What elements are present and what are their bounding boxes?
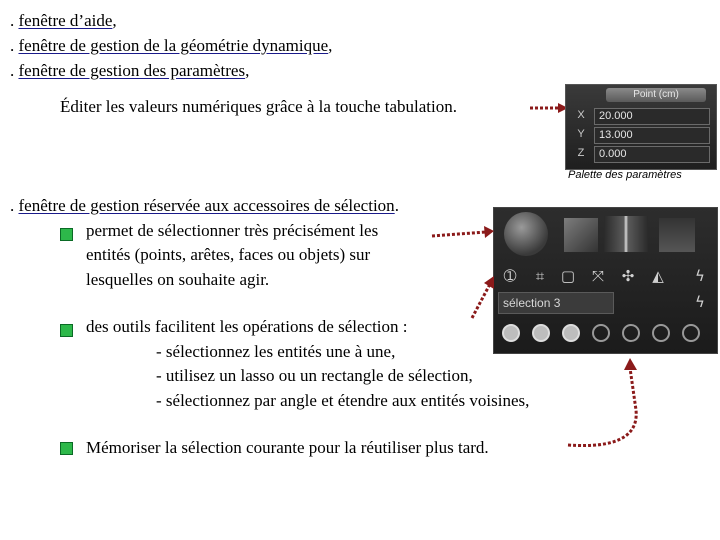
selection-name-field[interactable]: sélection 3 bbox=[498, 292, 614, 314]
expand-select-icon[interactable]: ✣ bbox=[621, 267, 635, 285]
selection-window-link[interactable]: fenêtre de gestion réservée aux accessoires de sélection bbox=[18, 196, 395, 215]
arrow-bullet2-tools bbox=[472, 284, 490, 318]
param-x-field[interactable]: 20.000 bbox=[594, 108, 710, 125]
selection-section-heading: . fenêtre de gestion réservée aux accessoires de sélection. bbox=[10, 196, 399, 215]
palette-title: Point (cm) bbox=[606, 88, 706, 102]
intro-item-geometry: . fenêtre de gestion de la géométrie dynamique, bbox=[10, 36, 333, 55]
bullet-1-line-2: entités (points, arêtes, faces ou objets) sur bbox=[86, 245, 371, 264]
select-angle-icon[interactable]: ⤧ bbox=[591, 267, 604, 285]
bullet-2-line-2: - sélectionnez les entités une à une, bbox=[156, 342, 396, 361]
geometry-window-link[interactable]: fenêtre de gestion de la géométrie dynamique bbox=[18, 36, 329, 55]
bullet-1-line-1: permet de sélectionner très précisément les bbox=[86, 221, 379, 240]
arrow-bullet1-panel bbox=[432, 232, 486, 236]
bullet-3-line-1: Mémoriser la sélection courante pour la réutiliser plus tard. bbox=[86, 438, 489, 457]
bullet-2-line-3: - utilisez un lasso ou un rectangle de sélection, bbox=[156, 366, 473, 385]
intro-item-help: . fenêtre d’aide, bbox=[10, 11, 117, 30]
param-y-field[interactable]: 13.000 bbox=[594, 127, 710, 144]
lightning-icon-2[interactable]: ϟ bbox=[695, 293, 705, 311]
arrow-bullet3-memory bbox=[568, 368, 636, 446]
tab-note: Éditer les valeurs numériques grâce à la touche tabulation. bbox=[60, 97, 457, 116]
params-window-link[interactable]: fenêtre de gestion des paramètres bbox=[18, 61, 246, 80]
intro-item-params: . fenêtre de gestion des paramètres, bbox=[10, 61, 250, 80]
select-one-icon[interactable]: ➀ bbox=[503, 267, 517, 285]
rectangle-select-icon[interactable]: ▢ bbox=[560, 267, 576, 285]
faces-select-icon[interactable]: ◭ bbox=[652, 267, 664, 285]
lightning-icon[interactable]: ϟ bbox=[695, 267, 705, 285]
param-row-z: Z 0.000 bbox=[572, 145, 712, 163]
bullet-1-line-3: lesquelles on souhaite agir. bbox=[86, 270, 270, 289]
bullet-2-line-4: - sélectionnez par angle et étendre aux entités voisines, bbox=[156, 391, 530, 410]
param-row-y: Y 13.000 bbox=[572, 126, 712, 144]
param-row-x: X 20.000 bbox=[572, 107, 712, 125]
lasso-icon[interactable]: ⌗ bbox=[535, 267, 545, 285]
palette-caption: Palette des paramètres bbox=[568, 169, 682, 181]
bullet-2-line-1: des outils facilitent les opérations de sélection : bbox=[86, 317, 408, 336]
help-window-link[interactable]: fenêtre d’aide bbox=[18, 11, 113, 30]
arrow-head-3 bbox=[624, 358, 637, 370]
param-z-field[interactable]: 0.000 bbox=[594, 146, 710, 163]
arrow-head-1 bbox=[484, 226, 494, 238]
